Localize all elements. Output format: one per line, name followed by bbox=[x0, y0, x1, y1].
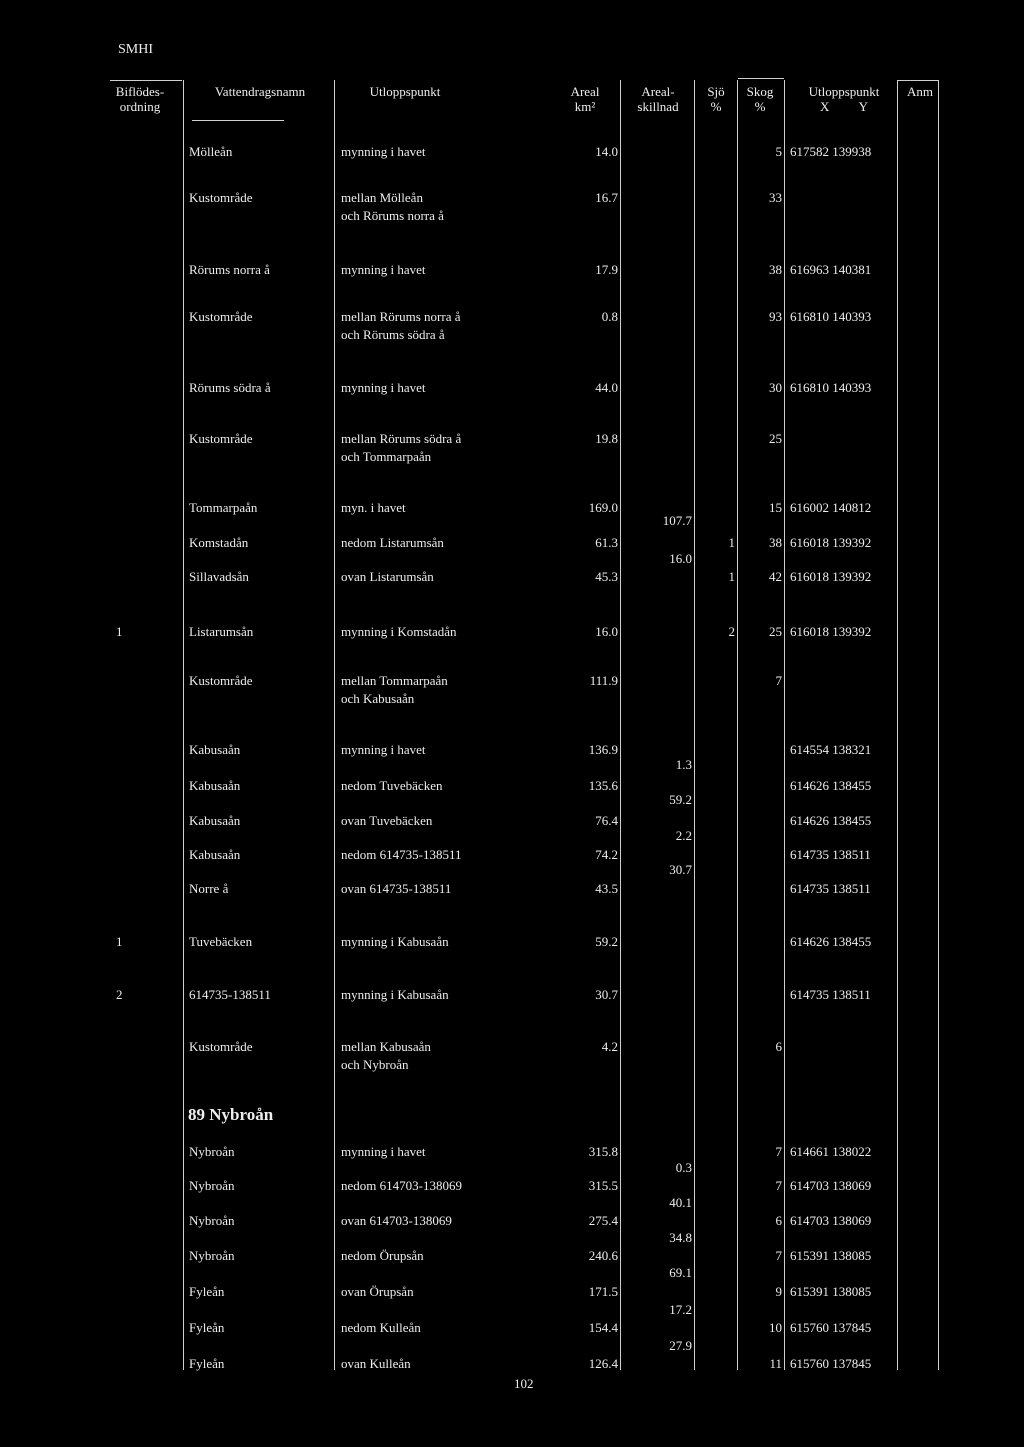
row-name: Kustområde bbox=[189, 309, 253, 324]
row-name: Fyleån bbox=[189, 1356, 225, 1371]
row-skog: 5 bbox=[775, 144, 782, 159]
row-area: 44.0 bbox=[595, 380, 618, 395]
row-coordinates: 614735 138511 bbox=[790, 987, 871, 1002]
row-coordinates: 615391 138085 bbox=[790, 1284, 872, 1299]
row-coordinates: 616963 140381 bbox=[790, 262, 872, 277]
row-skog: 93 bbox=[769, 309, 782, 324]
row-name: Rörums norra å bbox=[189, 262, 270, 277]
row-area: 169.0 bbox=[588, 500, 618, 515]
area-difference-value: 40.1 bbox=[669, 1195, 692, 1210]
row-skog: 25 bbox=[769, 431, 782, 446]
header-utloppspunkt: Utloppspunkt bbox=[369, 84, 441, 99]
row-coordinates: 614703 138069 bbox=[790, 1213, 872, 1228]
area-difference-value: 27.9 bbox=[669, 1338, 692, 1353]
area-difference-value: 107.7 bbox=[662, 513, 692, 528]
row-skog: 30 bbox=[769, 380, 782, 395]
row-outlet: mellan Tommarpaån bbox=[341, 673, 448, 688]
row-coordinates: 615760 137845 bbox=[790, 1356, 872, 1371]
area-difference-value: 30.7 bbox=[669, 862, 692, 877]
row-name: Nybroån bbox=[189, 1144, 235, 1159]
header-rule bbox=[738, 78, 784, 79]
row-outlet: nedom Kulleån bbox=[341, 1320, 421, 1335]
row-outlet: nedom Tuvebäcken bbox=[341, 778, 443, 793]
area-difference-value: 17.2 bbox=[669, 1302, 692, 1317]
row-outlet: nedom Örupsån bbox=[341, 1248, 424, 1263]
row-coordinates: 616002 140812 bbox=[790, 500, 872, 515]
area-difference-value: 2.2 bbox=[675, 828, 692, 843]
row-coordinates: 615391 138085 bbox=[790, 1248, 872, 1263]
row-outlet: mynning i havet bbox=[341, 742, 426, 757]
row-coordinates: 614626 138455 bbox=[790, 813, 872, 828]
row-name: Nybroån bbox=[189, 1178, 235, 1193]
row-area: 4.2 bbox=[601, 1039, 618, 1054]
column-divider bbox=[737, 80, 738, 1370]
row-name: Kustområde bbox=[189, 431, 253, 446]
header-sjo: Sjö % bbox=[707, 84, 725, 114]
row-area: 315.5 bbox=[588, 1178, 618, 1193]
row-outlet: ovan 614703-138069 bbox=[341, 1213, 452, 1228]
row-outlet: mynning i havet bbox=[341, 262, 426, 277]
area-difference-value: 16.0 bbox=[669, 551, 692, 566]
row-sjo: 1 bbox=[728, 535, 735, 550]
row-name: Kabusaån bbox=[189, 813, 241, 828]
row-skog: 9 bbox=[775, 1284, 782, 1299]
row-outlet: nedom 614703-138069 bbox=[341, 1178, 462, 1193]
header-areal: Areal km² bbox=[570, 84, 600, 114]
publisher-label: SMHI bbox=[118, 42, 154, 57]
row-outlet: mynning i Kabusaån bbox=[341, 934, 449, 949]
header-skog: Skog % bbox=[746, 84, 774, 114]
row-outlet: mynning i Kabusaån bbox=[341, 987, 449, 1002]
row-coordinates: 614735 138511 bbox=[790, 881, 871, 896]
row-outlet: myn. i havet bbox=[341, 500, 406, 515]
row-name: 614735-138511 bbox=[189, 987, 271, 1002]
row-area: 171.5 bbox=[588, 1284, 618, 1299]
row-coordinates: 616018 139392 bbox=[790, 624, 872, 639]
row-name: Tuvebäcken bbox=[189, 934, 253, 949]
row-skog: 10 bbox=[769, 1320, 782, 1335]
row-coordinates: 616018 139392 bbox=[790, 535, 872, 550]
area-difference-value: 34.8 bbox=[669, 1230, 692, 1245]
column-divider bbox=[694, 80, 695, 1370]
column-divider bbox=[183, 80, 184, 1370]
row-area: 59.2 bbox=[595, 934, 618, 949]
row-outlet: och Rörums södra å bbox=[341, 327, 445, 342]
row-area: 45.3 bbox=[595, 569, 618, 584]
header-rule bbox=[110, 80, 182, 81]
row-coordinates: 615760 137845 bbox=[790, 1320, 872, 1335]
row-outlet: nedom Listarumsån bbox=[341, 535, 444, 550]
row-coordinates: 614626 138455 bbox=[790, 934, 872, 949]
row-coordinates: 614735 138511 bbox=[790, 847, 871, 862]
row-name: Rörums södra å bbox=[189, 380, 271, 395]
row-outlet: mellan Rörums södra å bbox=[341, 431, 462, 446]
row-area: 275.4 bbox=[588, 1213, 618, 1228]
row-name: Nybroån bbox=[189, 1213, 235, 1228]
row-coordinates: 617582 139938 bbox=[790, 144, 872, 159]
row-area: 136.9 bbox=[588, 742, 618, 757]
row-name: Fyleån bbox=[189, 1320, 225, 1335]
area-difference-value: 1.3 bbox=[675, 757, 692, 772]
row-skog: 7 bbox=[775, 673, 782, 688]
row-outlet: ovan Listarumsån bbox=[341, 569, 434, 584]
row-skog: 7 bbox=[775, 1178, 782, 1193]
row-area: 74.2 bbox=[595, 847, 618, 862]
row-skog: 7 bbox=[775, 1144, 782, 1159]
row-outlet: nedom 614735-138511 bbox=[341, 847, 462, 862]
row-sjo: 2 bbox=[728, 624, 735, 639]
row-skog: 33 bbox=[769, 190, 782, 205]
row-name: Kabusaån bbox=[189, 742, 241, 757]
row-order: 1 bbox=[116, 934, 123, 949]
row-name: Kustområde bbox=[189, 1039, 253, 1054]
row-outlet: mynning i havet bbox=[341, 1144, 426, 1159]
header-rule bbox=[898, 80, 938, 81]
row-outlet: mellan Mölleån bbox=[341, 190, 423, 205]
column-divider bbox=[897, 80, 898, 1370]
row-name: Sillavadsån bbox=[189, 569, 249, 584]
row-coordinates: 616018 139392 bbox=[790, 569, 872, 584]
area-difference-value: 0.3 bbox=[675, 1160, 692, 1175]
column-divider bbox=[620, 80, 621, 1370]
row-outlet: ovan Örupsån bbox=[341, 1284, 414, 1299]
row-name: Kabusaån bbox=[189, 778, 241, 793]
row-skog: 42 bbox=[769, 569, 782, 584]
header-rule bbox=[192, 120, 284, 121]
row-area: 19.8 bbox=[595, 431, 618, 446]
row-area: 17.9 bbox=[595, 262, 618, 277]
row-outlet: och Rörums norra å bbox=[341, 208, 444, 223]
row-sjo: 1 bbox=[728, 569, 735, 584]
row-skog: 15 bbox=[769, 500, 782, 515]
row-name: Norre å bbox=[189, 881, 229, 896]
row-outlet: ovan Tuvebäcken bbox=[341, 813, 433, 828]
row-coordinates: 616810 140393 bbox=[790, 309, 872, 324]
row-outlet: ovan Kulleån bbox=[341, 1356, 411, 1371]
row-name: Komstadån bbox=[189, 535, 249, 550]
row-coordinates: 616810 140393 bbox=[790, 380, 872, 395]
row-area: 135.6 bbox=[588, 778, 618, 793]
row-area: 0.8 bbox=[601, 309, 618, 324]
row-area: 240.6 bbox=[588, 1248, 618, 1263]
row-outlet: mellan Kabusaån bbox=[341, 1039, 431, 1054]
row-skog: 38 bbox=[769, 262, 782, 277]
row-skog: 25 bbox=[769, 624, 782, 639]
row-area: 315.8 bbox=[588, 1144, 618, 1159]
row-name: Tommarpaån bbox=[189, 500, 258, 515]
row-area: 43.5 bbox=[595, 881, 618, 896]
header-anm: Anm bbox=[907, 84, 933, 99]
row-name: Kabusaån bbox=[189, 847, 241, 862]
row-skog: 6 bbox=[775, 1213, 782, 1228]
row-area: 30.7 bbox=[595, 987, 618, 1002]
row-area: 61.3 bbox=[595, 535, 618, 550]
row-area: 111.9 bbox=[589, 673, 618, 688]
column-divider bbox=[784, 80, 785, 1370]
row-name: Fyleån bbox=[189, 1284, 225, 1299]
row-outlet: mynning i havet bbox=[341, 380, 426, 395]
row-outlet: mellan Rörums norra å bbox=[341, 309, 461, 324]
header-vattendragsnamn: Vattendragsnamn bbox=[214, 84, 306, 99]
row-outlet: ovan 614735-138511 bbox=[341, 881, 452, 896]
row-area: 76.4 bbox=[595, 813, 618, 828]
row-area: 154.4 bbox=[588, 1320, 618, 1335]
row-name: Mölleån bbox=[189, 144, 233, 159]
row-skog: 11 bbox=[769, 1356, 782, 1371]
column-divider bbox=[938, 80, 939, 1370]
row-outlet: och Tommarpaån bbox=[341, 449, 432, 464]
row-area: 14.0 bbox=[595, 144, 618, 159]
row-name: Nybroån bbox=[189, 1248, 235, 1263]
column-divider bbox=[334, 80, 335, 1370]
page-number: 102 bbox=[514, 1376, 534, 1391]
header-koordinat: Utloppspunkt X Y bbox=[808, 84, 880, 114]
row-name: Listarumsån bbox=[189, 624, 254, 639]
area-difference-value: 59.2 bbox=[669, 792, 692, 807]
row-name: Kustområde bbox=[189, 673, 253, 688]
section-title: 89 Nybroån bbox=[188, 1105, 274, 1124]
row-name: Kustområde bbox=[189, 190, 253, 205]
row-outlet: mynning i Komstadån bbox=[341, 624, 457, 639]
area-difference-value: 69.1 bbox=[669, 1265, 692, 1280]
row-outlet: och Kabusaån bbox=[341, 691, 415, 706]
row-coordinates: 614626 138455 bbox=[790, 778, 872, 793]
row-order: 2 bbox=[116, 987, 123, 1002]
row-skog: 7 bbox=[775, 1248, 782, 1263]
row-order: 1 bbox=[116, 624, 123, 639]
row-area: 16.0 bbox=[595, 624, 618, 639]
row-outlet: mynning i havet bbox=[341, 144, 426, 159]
header-arealskillnad: Areal- skillnad bbox=[637, 84, 679, 114]
row-coordinates: 614703 138069 bbox=[790, 1178, 872, 1193]
row-area: 126.4 bbox=[588, 1356, 618, 1371]
row-skog: 38 bbox=[769, 535, 782, 550]
row-skog: 6 bbox=[775, 1039, 782, 1054]
header-bifl: Biflödes- ordning bbox=[115, 84, 165, 114]
row-outlet: och Nybroån bbox=[341, 1057, 409, 1072]
row-coordinates: 614661 138022 bbox=[790, 1144, 872, 1159]
row-area: 16.7 bbox=[595, 190, 618, 205]
row-coordinates: 614554 138321 bbox=[790, 742, 872, 757]
